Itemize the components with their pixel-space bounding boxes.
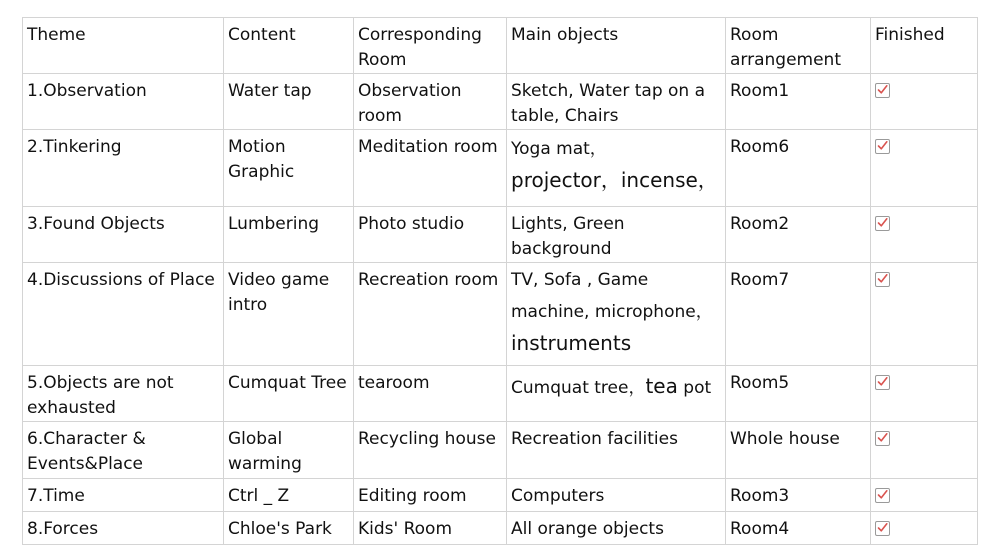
header-room-arrangement: Room arrangement: [726, 18, 871, 74]
room-cell: tearoom: [354, 366, 507, 422]
theme-cell: 2.Tinkering: [23, 130, 224, 207]
finished-checkbox[interactable]: [875, 521, 890, 536]
arrangement-cell: Whole house: [726, 422, 871, 479]
arrangement-cell: Room2: [726, 207, 871, 263]
finished-cell: [871, 263, 978, 366]
room-cell: Kids' Room: [354, 512, 507, 545]
header-main-objects: Main objects: [507, 18, 726, 74]
arrangement-cell: Room7: [726, 263, 871, 366]
content-cell: Global warming: [224, 422, 354, 479]
header-theme: Theme: [23, 18, 224, 74]
objects-cell: Lights, Green background: [507, 207, 726, 263]
objects-line: projector，incense，: [511, 168, 718, 192]
header-content: Content: [224, 18, 354, 74]
arrangement-cell: Room6: [726, 130, 871, 207]
content-cell: Lumbering: [224, 207, 354, 263]
theme-cell: 7.Time: [23, 479, 224, 512]
content-cell: Video game intro: [224, 263, 354, 366]
objects-text: pot: [677, 378, 712, 398]
theme-cell: 5.Objects are not exhausted: [23, 366, 224, 422]
table-row: [23, 422, 978, 479]
finished-cell: [871, 74, 978, 130]
objects-text: Cumquat tree，: [511, 378, 646, 398]
checkmark-icon: [877, 376, 888, 387]
finished-cell: [871, 366, 978, 422]
finished-checkbox[interactable]: [875, 216, 890, 231]
objects-cell: [507, 366, 726, 422]
theme-cell: 6.Character & Events&Place: [23, 422, 224, 479]
checkmark-icon: [877, 217, 888, 228]
theme-cell: 8.Forces: [23, 512, 224, 545]
objects-cell: [507, 263, 726, 366]
content-cell: Ctrl _ Z: [224, 479, 354, 512]
finished-cell: [871, 422, 978, 479]
finished-cell: [871, 512, 978, 545]
content-cell: Water tap: [224, 74, 354, 130]
objects-cell: Recreation facilities: [507, 422, 726, 479]
room-cell: Recreation room: [354, 263, 507, 366]
table-row: [23, 479, 978, 512]
finished-cell: [871, 130, 978, 207]
table-row: [23, 130, 978, 207]
objects-cell: Sketch, Water tap on a table, Chairs: [507, 74, 726, 130]
objects-text-large: tea: [645, 374, 678, 398]
arrangement-cell: Room1: [726, 74, 871, 130]
arrangement-cell: Room5: [726, 366, 871, 422]
table-row: [23, 512, 978, 545]
finished-checkbox[interactable]: [875, 83, 890, 98]
checkmark-icon: [877, 273, 888, 284]
checkmark-icon: [877, 489, 888, 500]
theme-cell: 3.Found Objects: [23, 207, 224, 263]
finished-checkbox[interactable]: [875, 139, 890, 154]
header-corresponding-room: Corresponding Room: [354, 18, 507, 74]
finished-cell: [871, 479, 978, 512]
finished-checkbox[interactable]: [875, 375, 890, 390]
room-cell: Recycling house: [354, 422, 507, 479]
checkmark-icon: [877, 432, 888, 443]
table-row: [23, 207, 978, 263]
checkmark-icon: [877, 140, 888, 151]
theme-cell: 4.Discussions of Place: [23, 263, 224, 366]
arrangement-cell: Room3: [726, 479, 871, 512]
room-cell: Editing room: [354, 479, 507, 512]
objects-line: instruments: [511, 331, 632, 355]
table-row: [23, 74, 978, 130]
objects-line: Yoga mat，: [511, 139, 607, 159]
finished-checkbox[interactable]: [875, 488, 890, 503]
content-cell: Chloe's Park: [224, 512, 354, 545]
finished-cell: [871, 207, 978, 263]
finished-checkbox[interactable]: [875, 431, 890, 446]
header-row: [23, 18, 978, 74]
objects-cell: Computers: [507, 479, 726, 512]
objects-line: TV, Sofa , Game machine, microphone，: [511, 270, 713, 322]
checkmark-icon: [877, 522, 888, 533]
objects-cell: [507, 130, 726, 207]
finished-checkbox[interactable]: [875, 272, 890, 287]
theme-cell: 1.Observation: [23, 74, 224, 130]
content-cell: Motion Graphic: [224, 130, 354, 207]
table-row: [23, 263, 978, 366]
content-cell: Cumquat Tree: [224, 366, 354, 422]
themes-table: [22, 17, 978, 545]
arrangement-cell: Room4: [726, 512, 871, 545]
table-row: [23, 366, 978, 422]
header-finished: Finished: [871, 18, 978, 74]
objects-cell: All orange objects: [507, 512, 726, 545]
room-cell: Meditation room: [354, 130, 507, 207]
checkmark-icon: [877, 84, 888, 95]
room-cell: Observation room: [354, 74, 507, 130]
room-cell: Photo studio: [354, 207, 507, 263]
